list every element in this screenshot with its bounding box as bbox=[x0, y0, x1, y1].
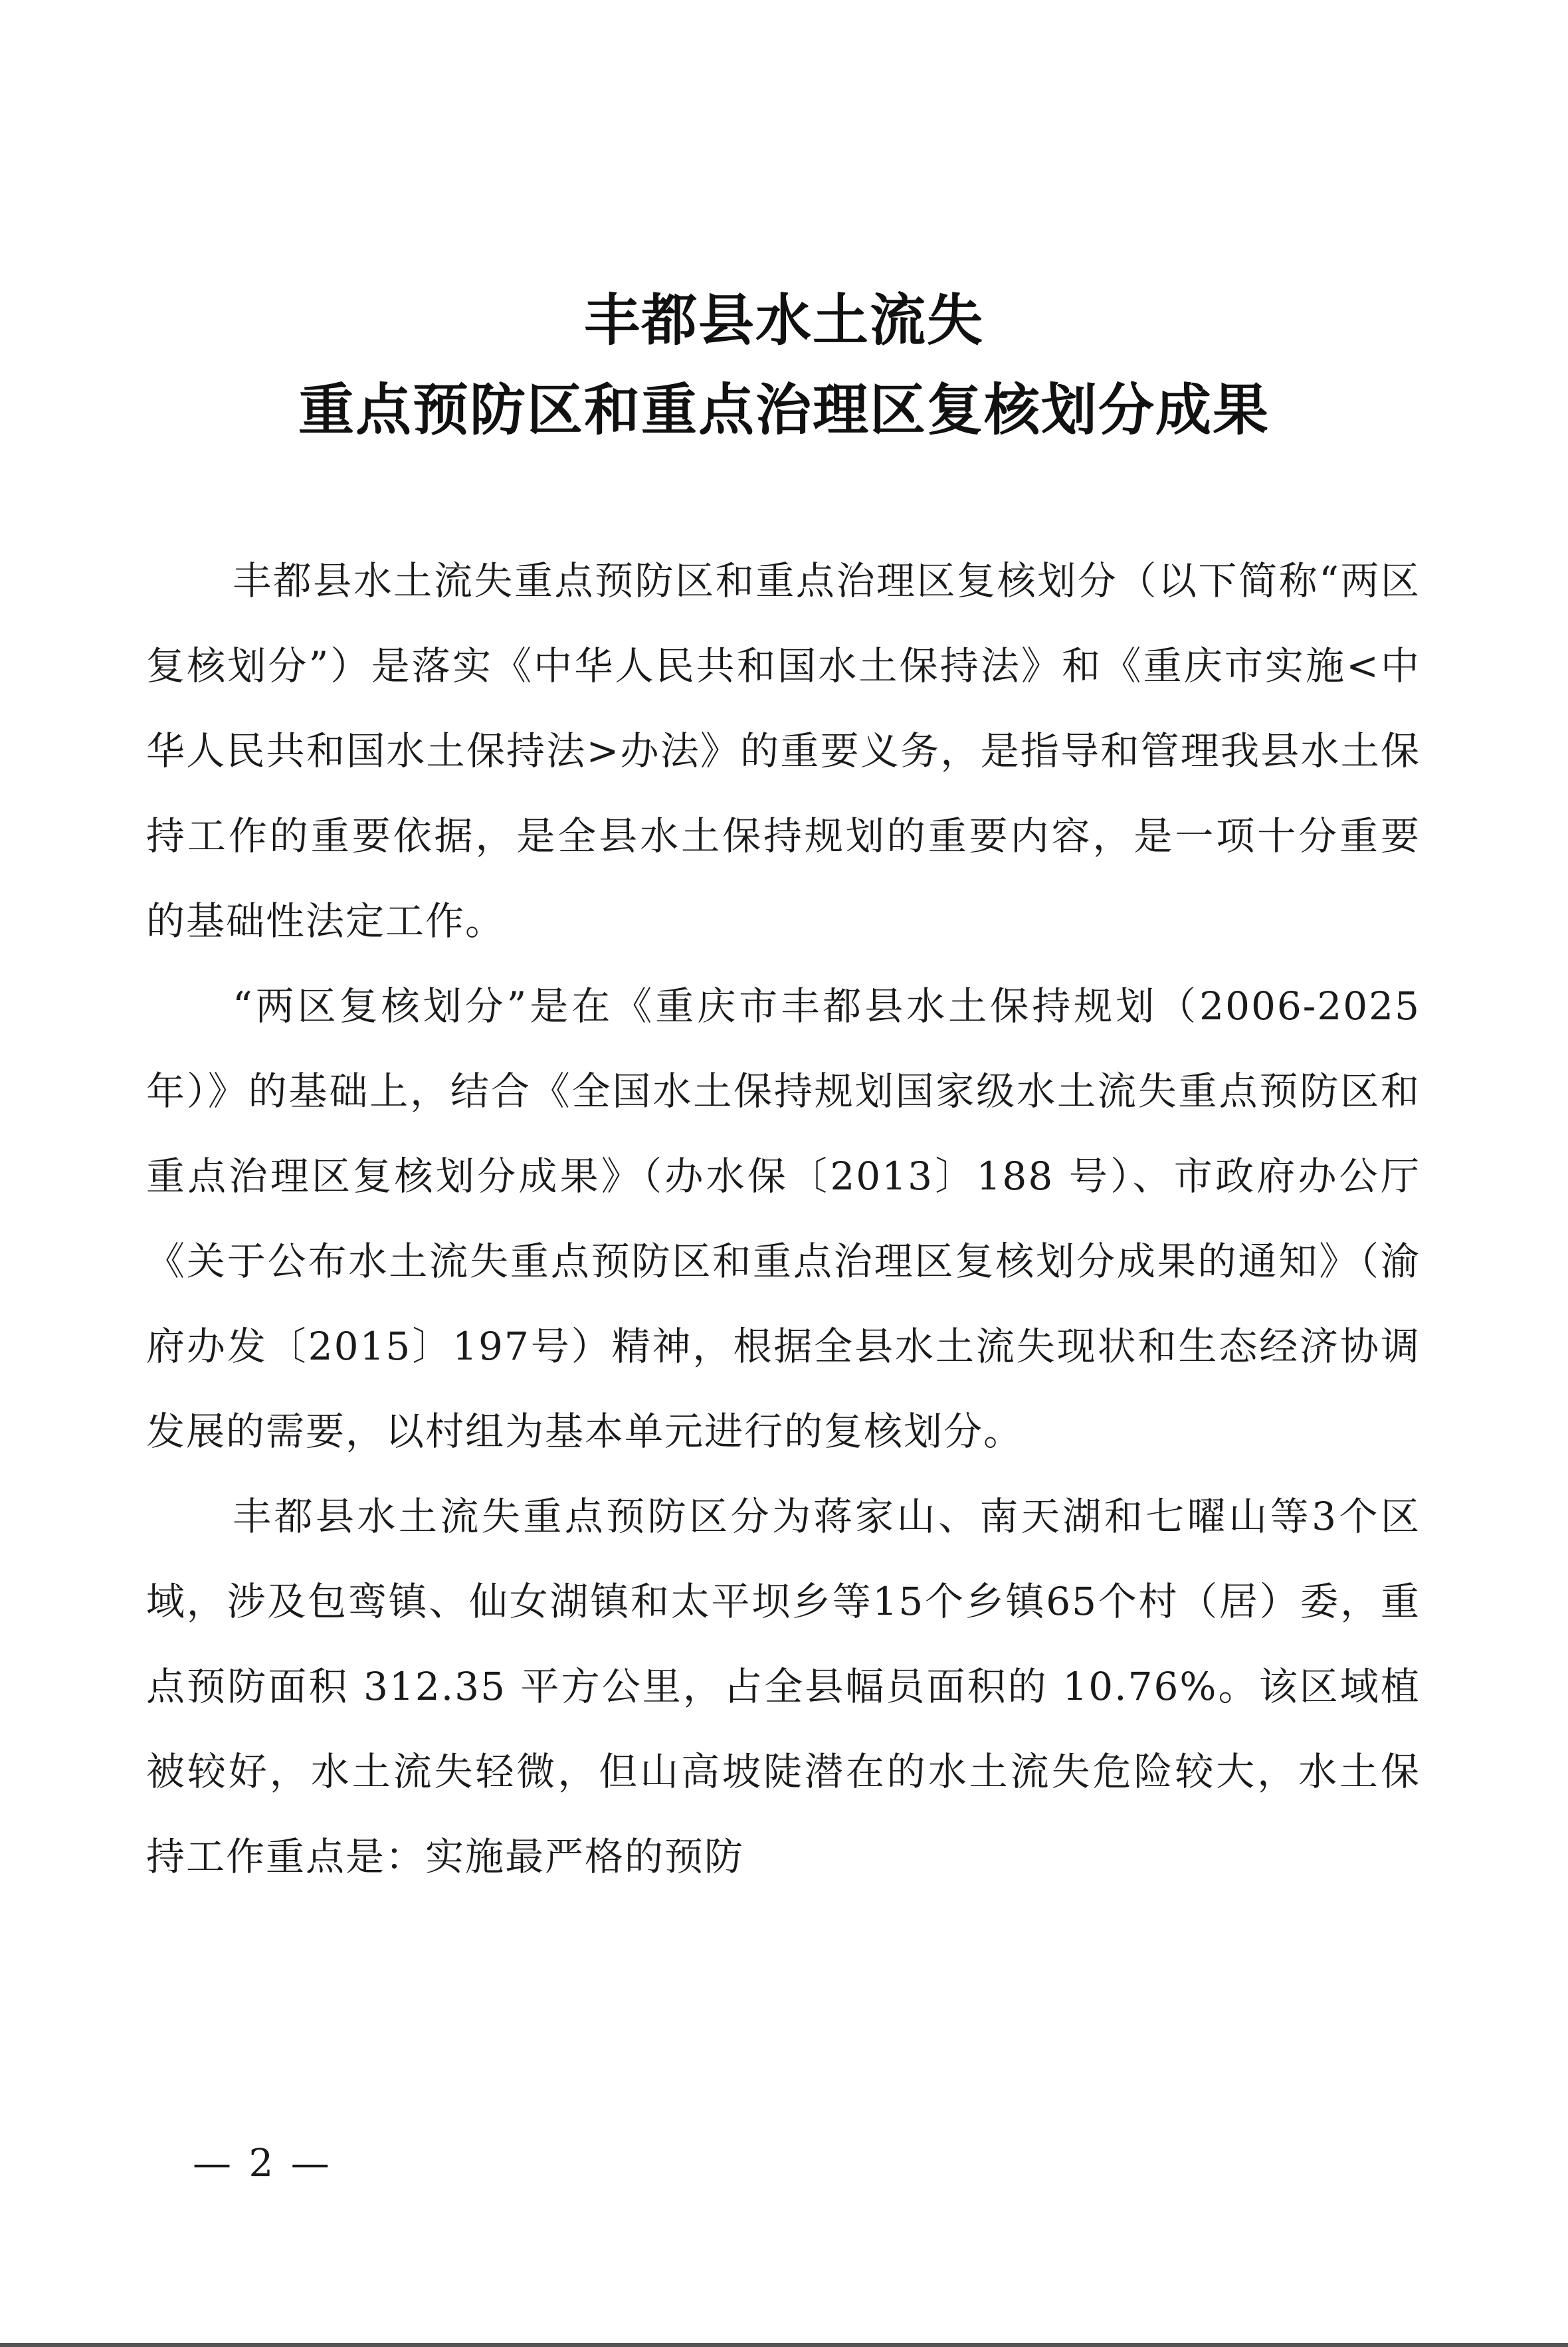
paragraph-1: 丰都县水土流失重点预防区和重点治理区复核划分（以下简称“两区复核划分”）是落实《中华人民共和国水土保持法》和《重庆市实施<中华人民共和国水土保持法>办法》的重要义务，是指导和管理我县水土保持工作的重要依据，是全县水土保持规划的重要内容，是一项十分重要的基础性法定工作。 bbox=[146, 558, 1421, 944]
document-title bbox=[0, 276, 1568, 455]
bottom-edge-divider bbox=[0, 2343, 1568, 2347]
page-number: — 2 — bbox=[193, 2140, 332, 2186]
title-line-2: 重点预防区和重点治理区复核划分成果 bbox=[298, 377, 1270, 443]
paragraph-2: “两区复核划分”是在《重庆市丰都县水土保持规划（2006-2025年）》的基础上，结合《全国水土保持规划国家级水土流失重点预防区和重点治理区复核划分成果》（办水保〔2013〕188 号）、市政府办公厅《关于公布水土流失重点预防区和重点治理区复核划分成果的通知》（渝府办发〔2015〕197号）精神，根据全县水土流失现状和生态经济协调发展的需要，以村组为基本单元进行的复核划分。 bbox=[146, 983, 1421, 1454]
title-line-1: 丰都县水土流失 bbox=[583, 288, 984, 353]
paragraph-3: 丰都县水土流失重点预防区分为蒋家山、南天湖和七曜山等3个区域，涉及包鸾镇、仙女湖镇和太平坝乡等15个乡镇65个村（居）委，重点预防面积 312.35 平方公里，占全县幅员面积的 10.76%。该区域植被较好，水土流失轻微，但山高坡陡潜在的水土流失危险较大，水土保持工作重点是：实施最严格的预防 bbox=[146, 1494, 1421, 1879]
document-body bbox=[146, 538, 1421, 1899]
